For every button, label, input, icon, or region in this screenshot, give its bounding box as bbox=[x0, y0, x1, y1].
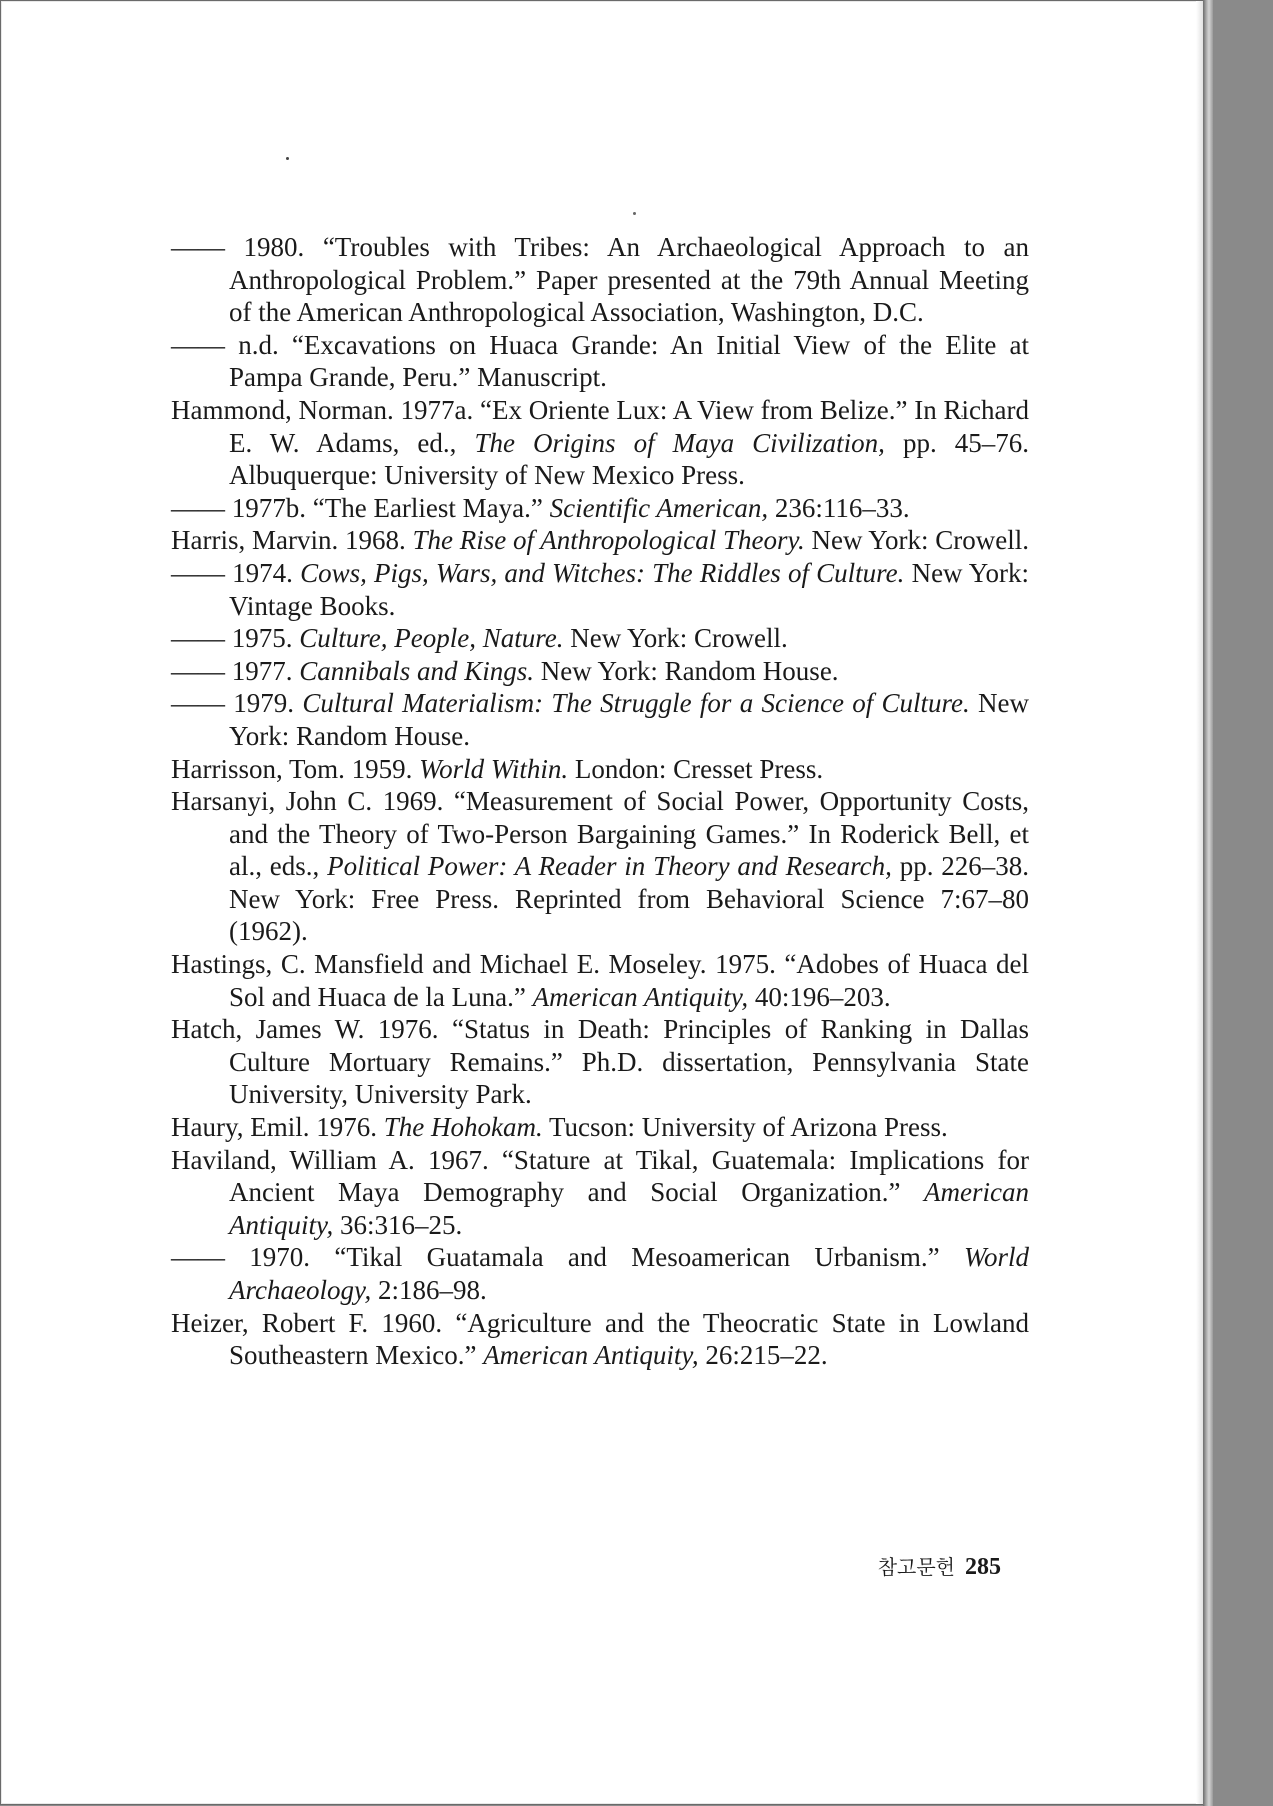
bibliography-entry: —— 1980. “Troubles with Tribes: An Archaeological Approach to an Anthropological Problem.” Paper presented at the 79th Annual Meeting of the American Anthropological Association, Washington, D.C. bbox=[171, 232, 1029, 328]
bibliography-entry: —— 1977b. “The Earliest Maya.” Scientific American, 236:116–33. bbox=[171, 492, 910, 523]
scan-speck bbox=[286, 157, 289, 160]
scan-speck bbox=[633, 212, 636, 215]
bibliography-entry: Harsanyi, John C. 1969. “Measurement of Social Power, Opportunity Costs, and the Theory of Two-Person Bargaining Games.” In Roderick Bell, et al., eds., Political Power: A Reader in Theory and Research, pp. 226–38. New York: Free Press. Reprinted from Behavioral Science 7:67–80 (1962). bbox=[171, 786, 1030, 947]
section-label: 참고문헌 bbox=[877, 1555, 955, 1579]
bibliography-entry: —— n.d. “Excavations on Huaca Grande: An Initial View of the Elite at Pampa Grande, Peru.” Manuscript. bbox=[171, 329, 1029, 393]
bibliography-entry: Haury, Emil. 1976. The Hohokam. Tucson: University of Arizona Press. bbox=[171, 1112, 948, 1143]
bibliography-list bbox=[171, 231, 1029, 1372]
bibliography-entry: Harrisson, Tom. 1959. World Within. London: Cresset Press. bbox=[171, 753, 824, 784]
viewer-scroll-edge bbox=[1203, 0, 1213, 1806]
bibliography-entry: —— 1974. Cows, Pigs, Wars, and Witches: The Riddles of Culture. New York: Vintage Books. bbox=[171, 557, 1029, 621]
bibliography-entry: Hastings, C. Mansfield and Michael E. Moseley. 1975. “Adobes of Huaca del Sol and Huaca de la Luna.” American Antiquity, 40:196–203. bbox=[171, 949, 1029, 1012]
bibliography-entry: —— 1979. Cultural Materialism: The Struggle for a Science of Culture. New York: Random House. bbox=[171, 688, 1030, 751]
bibliography-entry: Hatch, James W. 1976. “Status in Death: Principles of Ranking in Dallas Culture Mortuary Remains.” Ph.D. dissertation, Pennsylvania State University, University Park. bbox=[171, 1014, 1029, 1110]
bibliography-entry: —— 1975. Culture, People, Nature. New York: Crowell. bbox=[171, 623, 788, 654]
bibliography-entry: —— 1970. “Tikal Guatamala and Mesoamerican Urbanism.” World Archaeology, 2:186–98. bbox=[171, 1242, 1029, 1305]
bibliography-entry: Harris, Marvin. 1968. The Rise of Anthropological Theory. New York: Crowell. bbox=[171, 525, 1029, 556]
page-number: 285 bbox=[965, 1554, 1001, 1580]
bibliography-entry: —— 1977. Cannibals and Kings. New York: Random House. bbox=[171, 655, 839, 686]
page-footer bbox=[861, 1551, 1001, 1581]
bibliography-entry: Heizer, Robert F. 1960. “Agriculture and the Theocratic State in Lowland Southeastern Mexico.” American Antiquity, 26:215–22. bbox=[171, 1307, 1029, 1371]
bibliography-entry: Haviland, William A. 1967. “Stature at Tikal, Guatemala: Implications for Ancient Maya Demography and Social Organization.” American Antiquity, 36:316–25. bbox=[171, 1144, 1029, 1240]
bibliography-entry: Hammond, Norman. 1977a. “Ex Oriente Lux: A View from Belize.” In Richard E. W. Adams, ed., The Origins of Maya Civilization, pp. 45–76. Albuquerque: University of New Mexico Press. bbox=[171, 394, 1030, 491]
